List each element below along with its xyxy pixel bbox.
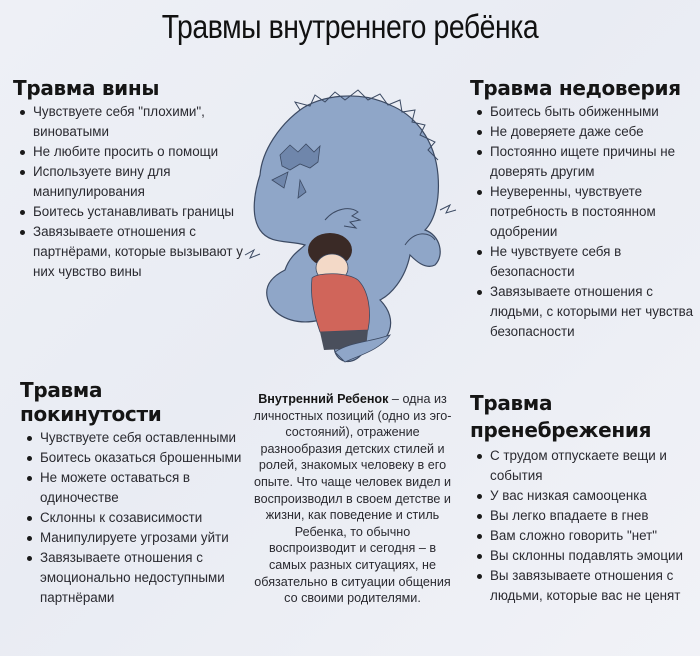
symptom-list [13, 102, 248, 282]
bullet-icon [477, 494, 482, 499]
bullet-icon [20, 110, 25, 115]
list-item: Не любите просить о помощи [13, 142, 248, 162]
list-item: Вы склонны подавлять эмоции [470, 546, 700, 566]
section-distrust-trauma [470, 76, 700, 342]
section-heading: Травма пренебрежения [470, 391, 652, 442]
list-item: Боитесь быть обиженными [470, 102, 700, 122]
list-item: Не чувствуете себя в безопасности [470, 242, 700, 282]
bullet-icon [477, 110, 482, 115]
definition-text: – одна из личностных позиций (одно из эго-состояний), отражение разнообразия детских стилей и ролей, знакомых человеку в его опыте. Что чаще человек видел и воспроизводил в своем детстве и жизни, как поведение и стиль Ребенка, то обычно воспроизводит и сегодня – в самых разных ситуациях, не обязательно в ситуации общения со своими родителями. [253, 392, 452, 606]
list-item: Боитесь оказаться брошенными [20, 448, 250, 468]
bullet-icon [20, 150, 25, 155]
page-title: Травмы внутреннего ребёнка [161, 8, 539, 45]
bullet-icon [477, 514, 482, 519]
bullet-icon [477, 250, 482, 255]
bullet-icon [27, 536, 32, 541]
list-item: Неуверенны, чувствуете потребность в постоянном одобрении [470, 182, 700, 242]
section-neglect-trauma [470, 390, 700, 606]
list-item: Склонны к созависимости [20, 508, 250, 528]
symptom-list [470, 446, 700, 606]
ghost-monster-icon [240, 80, 470, 370]
list-item: Завязываете отношения с людьми, с которыми нет чувства безопасности [470, 282, 700, 342]
bullet-icon [477, 130, 482, 135]
list-item: Чувствуете себя "плохими", виноватыми [13, 102, 248, 142]
list-item: Не можете оставаться в одиночестве [20, 468, 250, 508]
bullet-icon [477, 290, 482, 295]
list-item: Завязываете отношения с партнёрами, которые вызывают у них чувство вины [13, 222, 248, 282]
list-item: Постоянно ищете причины не доверять другим [470, 142, 700, 182]
bullet-icon [477, 150, 482, 155]
bullet-icon [477, 190, 482, 195]
bullet-icon [477, 574, 482, 579]
list-item: Вам сложно говорить "нет" [470, 526, 700, 546]
list-item: Боитесь устанавливать границы [13, 202, 248, 222]
symptom-list [20, 428, 250, 608]
bullet-icon [20, 170, 25, 175]
bullet-icon [477, 454, 482, 459]
bullet-icon [27, 556, 32, 561]
section-heading: Травма вины [13, 76, 160, 100]
definition-term: Внутренний Ребенок [258, 392, 389, 406]
bullet-icon [20, 210, 25, 215]
list-item: Манипулируете угрозами уйти [20, 528, 250, 548]
list-item: Вы легко впадаете в гнев [470, 506, 700, 526]
bullet-icon [20, 230, 25, 235]
list-item: Не доверяете даже себе [470, 122, 700, 142]
bullet-icon [477, 554, 482, 559]
section-heading: Травма покинутости [20, 378, 162, 426]
symptom-list [470, 102, 700, 342]
bullet-icon [27, 476, 32, 481]
list-item: С трудом отпускаете вещи и события [470, 446, 700, 486]
bullet-icon [27, 436, 32, 441]
bullet-icon [477, 534, 482, 539]
section-guilt-trauma [13, 76, 248, 282]
ghost-illustration [240, 80, 470, 370]
inner-child-definition [250, 391, 455, 607]
list-item: Вы завязываете отношения с людьми, которые вас не ценят [470, 566, 700, 606]
list-item: У вас низкая самооценка [470, 486, 700, 506]
list-item: Чувствуете себя оставленными [20, 428, 250, 448]
list-item: Используете вину для манипулирования [13, 162, 248, 202]
section-abandonment-trauma [20, 378, 250, 608]
bullet-icon [27, 456, 32, 461]
list-item: Завязываете отношения с эмоционально недоступными партнёрами [20, 548, 250, 608]
section-heading: Травма недоверия [470, 76, 681, 100]
bullet-icon [27, 516, 32, 521]
